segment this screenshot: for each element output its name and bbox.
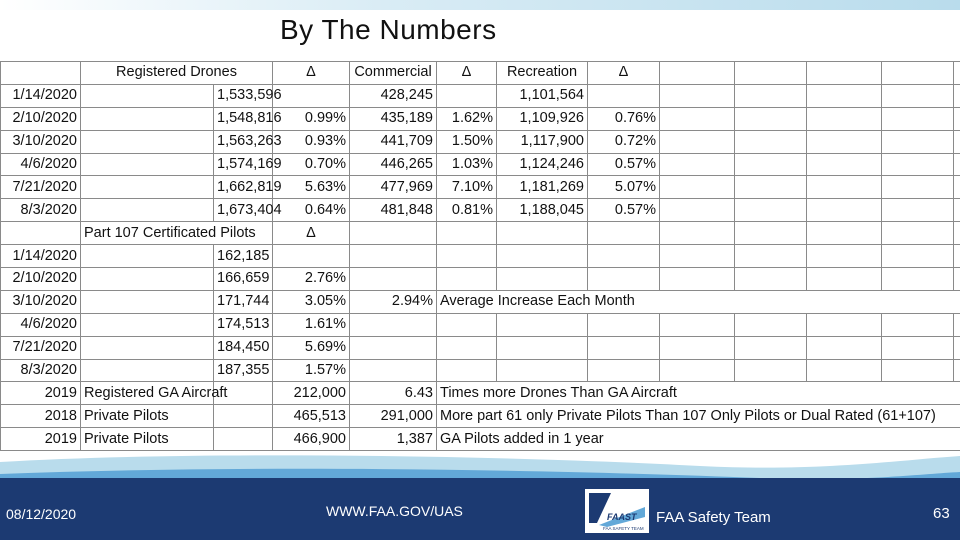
- table-cell: 3.05%: [273, 290, 350, 313]
- table-cell: Average Increase Each Month: [437, 290, 960, 313]
- table-cell: 1,181,269: [497, 176, 588, 199]
- table-cell: [660, 336, 735, 359]
- table-cell: More part 61 only Private Pilots Than 107 Only Pilots or Dual Rated (61+107): [437, 405, 960, 428]
- table-cell: [807, 268, 882, 291]
- table-cell: [735, 245, 807, 268]
- table-cell: 4/6/2020: [1, 153, 81, 176]
- table-cell: Registered GA Aircraft: [81, 382, 214, 405]
- table-cell: 2018: [1, 405, 81, 428]
- table-cell: [81, 336, 214, 359]
- table-cell: [735, 268, 807, 291]
- table-cell: [350, 222, 437, 245]
- table-cell: 1,387: [350, 428, 437, 451]
- table-cell: 481,848: [350, 199, 437, 222]
- table-cell: GA Pilots added in 1 year: [437, 428, 960, 451]
- table-cell: [882, 222, 954, 245]
- table-cell: 1.03%: [437, 153, 497, 176]
- table-cell: [954, 268, 960, 291]
- table-cell: 0.93%: [273, 130, 350, 153]
- table-cell: 1/14/2020: [1, 84, 81, 107]
- table-cell: [954, 62, 960, 85]
- table-cell: [81, 268, 214, 291]
- table-cell: [437, 222, 497, 245]
- table-cell: 1.62%: [437, 107, 497, 130]
- table-cell: 1.50%: [437, 130, 497, 153]
- table-cell: 1/14/2020: [1, 245, 81, 268]
- table-cell: [497, 222, 588, 245]
- table-cell: [437, 245, 497, 268]
- table-cell: [954, 359, 960, 382]
- table-cell: 441,709: [350, 130, 437, 153]
- table-cell: [81, 84, 214, 107]
- table-cell: [954, 107, 960, 130]
- table-cell: 1,101,564: [497, 84, 588, 107]
- table-cell: 7/21/2020: [1, 336, 81, 359]
- table-cell: [735, 153, 807, 176]
- table-cell: 174,513: [214, 313, 273, 336]
- table-cell: [497, 336, 588, 359]
- table-cell: [214, 428, 273, 451]
- numbers-table: [0, 61, 960, 451]
- table-row: [1, 153, 960, 176]
- table-cell: [214, 405, 273, 428]
- table-cell: [807, 130, 882, 153]
- table-cell: [807, 313, 882, 336]
- table-cell: [588, 222, 660, 245]
- table-cell: 477,969: [350, 176, 437, 199]
- table-cell: [882, 176, 954, 199]
- table-cell: [497, 359, 588, 382]
- table-cell: [660, 199, 735, 222]
- table-cell: Δ: [273, 62, 350, 85]
- table-cell: [660, 245, 735, 268]
- table-row: [1, 405, 960, 428]
- table-cell: [882, 245, 954, 268]
- table-cell: [735, 176, 807, 199]
- table-cell: 435,189: [350, 107, 437, 130]
- table-cell: 212,000: [273, 382, 350, 405]
- table-cell: [954, 336, 960, 359]
- table-row: [1, 359, 960, 382]
- table-cell: [588, 336, 660, 359]
- table-cell: 1,109,926: [497, 107, 588, 130]
- table-cell: 6.43: [350, 382, 437, 405]
- table-cell: [807, 245, 882, 268]
- table-cell: [954, 176, 960, 199]
- table-cell: [735, 62, 807, 85]
- table-cell: [660, 313, 735, 336]
- table-cell: [882, 199, 954, 222]
- table-cell: [350, 336, 437, 359]
- table-cell: [660, 176, 735, 199]
- table-cell: [81, 199, 214, 222]
- table-cell: 171,744: [214, 290, 273, 313]
- table-cell: [735, 336, 807, 359]
- table-cell: [882, 336, 954, 359]
- table-cell: [954, 84, 960, 107]
- table-cell: 428,245: [350, 84, 437, 107]
- table-cell: [954, 222, 960, 245]
- table-cell: [660, 268, 735, 291]
- table-cell: Δ: [437, 62, 497, 85]
- table-cell: [807, 62, 882, 85]
- table-row: [1, 199, 960, 222]
- table-cell: [588, 313, 660, 336]
- table-cell: 1,124,246: [497, 153, 588, 176]
- table-cell: [807, 222, 882, 245]
- table-cell: [660, 153, 735, 176]
- table-cell: 7.10%: [437, 176, 497, 199]
- footer-team-label: FAA Safety Team: [656, 509, 771, 526]
- table-cell: 2.76%: [273, 268, 350, 291]
- table-cell: [588, 245, 660, 268]
- table-cell: Recreation: [497, 62, 588, 85]
- table-cell: [497, 268, 588, 291]
- table-cell: [437, 336, 497, 359]
- footer-date: 08/12/2020: [6, 506, 77, 522]
- table-cell: 0.64%: [273, 199, 350, 222]
- table-cell: [660, 107, 735, 130]
- table-row: [1, 222, 960, 245]
- table-cell: [497, 245, 588, 268]
- table-cell: [588, 359, 660, 382]
- table-cell: [497, 313, 588, 336]
- table-cell: 0.70%: [273, 153, 350, 176]
- table-cell: 8/3/2020: [1, 199, 81, 222]
- table-cell: [81, 153, 214, 176]
- table-cell: [437, 359, 497, 382]
- table-cell: 1,574,169: [214, 153, 273, 176]
- table-cell: [588, 268, 660, 291]
- table-row: [1, 428, 960, 451]
- table-cell: [954, 130, 960, 153]
- table-cell: [1, 222, 81, 245]
- table-cell: [882, 130, 954, 153]
- table-cell: [660, 62, 735, 85]
- table-cell: 0.57%: [588, 153, 660, 176]
- table-cell: [437, 268, 497, 291]
- table-cell: [735, 199, 807, 222]
- table-cell: 2/10/2020: [1, 107, 81, 130]
- table-cell: 7/21/2020: [1, 176, 81, 199]
- table-cell: 1,533,596: [214, 84, 273, 107]
- table-cell: 187,355: [214, 359, 273, 382]
- table-cell: 5.69%: [273, 336, 350, 359]
- table-cell: 2019: [1, 428, 81, 451]
- table-cell: Private Pilots: [81, 405, 214, 428]
- footer-bar: [0, 478, 960, 540]
- top-decor-band: [0, 0, 960, 10]
- table-cell: [882, 153, 954, 176]
- table-cell: [735, 359, 807, 382]
- table-cell: 5.07%: [588, 176, 660, 199]
- table-cell: [807, 153, 882, 176]
- table-cell: [350, 313, 437, 336]
- table-cell: [807, 107, 882, 130]
- table-cell: [735, 222, 807, 245]
- table-cell: [350, 359, 437, 382]
- table-cell: [81, 107, 214, 130]
- table-cell: Commercial: [350, 62, 437, 85]
- table-cell: 3/10/2020: [1, 130, 81, 153]
- table-row: [1, 84, 960, 107]
- table-cell: [735, 107, 807, 130]
- table-cell: Δ: [273, 222, 350, 245]
- table-cell: 0.57%: [588, 199, 660, 222]
- table-cell: Δ: [588, 62, 660, 85]
- table-cell: 162,185: [214, 245, 273, 268]
- table-cell: 0.81%: [437, 199, 497, 222]
- table-cell: 1,673,404: [214, 199, 273, 222]
- table-cell: 184,450: [214, 336, 273, 359]
- table-cell: [273, 245, 350, 268]
- table-cell: [660, 222, 735, 245]
- table-cell: [81, 176, 214, 199]
- table-cell: [954, 313, 960, 336]
- table-cell: [660, 359, 735, 382]
- table-cell: [81, 245, 214, 268]
- table-cell: 1.57%: [273, 359, 350, 382]
- table-cell: 2019: [1, 382, 81, 405]
- table-cell: [807, 359, 882, 382]
- table-cell: 1,563,263: [214, 130, 273, 153]
- table-cell: [81, 130, 214, 153]
- table-cell: 4/6/2020: [1, 313, 81, 336]
- table-cell: [735, 130, 807, 153]
- table-cell: [588, 84, 660, 107]
- table-cell: [807, 176, 882, 199]
- faast-logo: [585, 489, 649, 533]
- table-cell: 8/3/2020: [1, 359, 81, 382]
- table-cell: 1,548,816: [214, 107, 273, 130]
- table-cell: 1,117,900: [497, 130, 588, 153]
- table-cell: [350, 268, 437, 291]
- table-cell: 1.61%: [273, 313, 350, 336]
- table-cell: 0.99%: [273, 107, 350, 130]
- table-cell: Times more Drones Than GA Aircraft: [437, 382, 960, 405]
- table-row: [1, 336, 960, 359]
- table-cell: Registered Drones: [81, 62, 273, 85]
- table-cell: [882, 359, 954, 382]
- table-row: [1, 130, 960, 153]
- table-cell: 291,000: [350, 405, 437, 428]
- table-row: [1, 107, 960, 130]
- table-cell: 3/10/2020: [1, 290, 81, 313]
- page-number: 63: [933, 505, 950, 522]
- table-cell: [954, 199, 960, 222]
- table-cell: [882, 268, 954, 291]
- table-cell: [437, 313, 497, 336]
- table-cell: 0.72%: [588, 130, 660, 153]
- table-cell: 1,662,819: [214, 176, 273, 199]
- table-cell: [437, 84, 497, 107]
- table-cell: 2.94%: [350, 290, 437, 313]
- table-cell: [882, 84, 954, 107]
- table-cell: [954, 153, 960, 176]
- slide-title: By The Numbers: [280, 14, 497, 45]
- table-cell: 2/10/2020: [1, 268, 81, 291]
- table-cell: [954, 245, 960, 268]
- table-cell: [807, 336, 882, 359]
- table-cell: Part 107 Certificated Pilots: [81, 222, 273, 245]
- table-row: [1, 313, 960, 336]
- table-cell: [735, 313, 807, 336]
- table-cell: 5.63%: [273, 176, 350, 199]
- table-cell: [882, 107, 954, 130]
- table-row: [1, 268, 960, 291]
- table-cell: 166,659: [214, 268, 273, 291]
- table-cell: 466,900: [273, 428, 350, 451]
- table-cell: [81, 290, 214, 313]
- table-cell: [273, 84, 350, 107]
- table-row: [1, 290, 960, 313]
- table-row: [1, 382, 960, 405]
- table-cell: [882, 313, 954, 336]
- table-cell: [735, 84, 807, 107]
- table-row: [1, 245, 960, 268]
- table-cell: 465,513: [273, 405, 350, 428]
- table-cell: [350, 245, 437, 268]
- table-row: [1, 62, 960, 85]
- table-row: [1, 176, 960, 199]
- table-cell: [882, 62, 954, 85]
- logo-wordmark: FAAST: [607, 512, 637, 522]
- table-cell: Private Pilots: [81, 428, 214, 451]
- table-cell: [81, 359, 214, 382]
- table-cell: [807, 84, 882, 107]
- logo-subtitle: FAA SAFETY TEAM: [603, 526, 644, 531]
- table-cell: 0.76%: [588, 107, 660, 130]
- table-cell: 446,265: [350, 153, 437, 176]
- table-cell: [807, 199, 882, 222]
- table-cell: 1,188,045: [497, 199, 588, 222]
- table-cell: [1, 62, 81, 85]
- footer-url-link[interactable]: WWW.FAA.GOV/UAS: [326, 503, 463, 519]
- table-cell: [660, 84, 735, 107]
- table-cell: [81, 313, 214, 336]
- table-cell: [660, 130, 735, 153]
